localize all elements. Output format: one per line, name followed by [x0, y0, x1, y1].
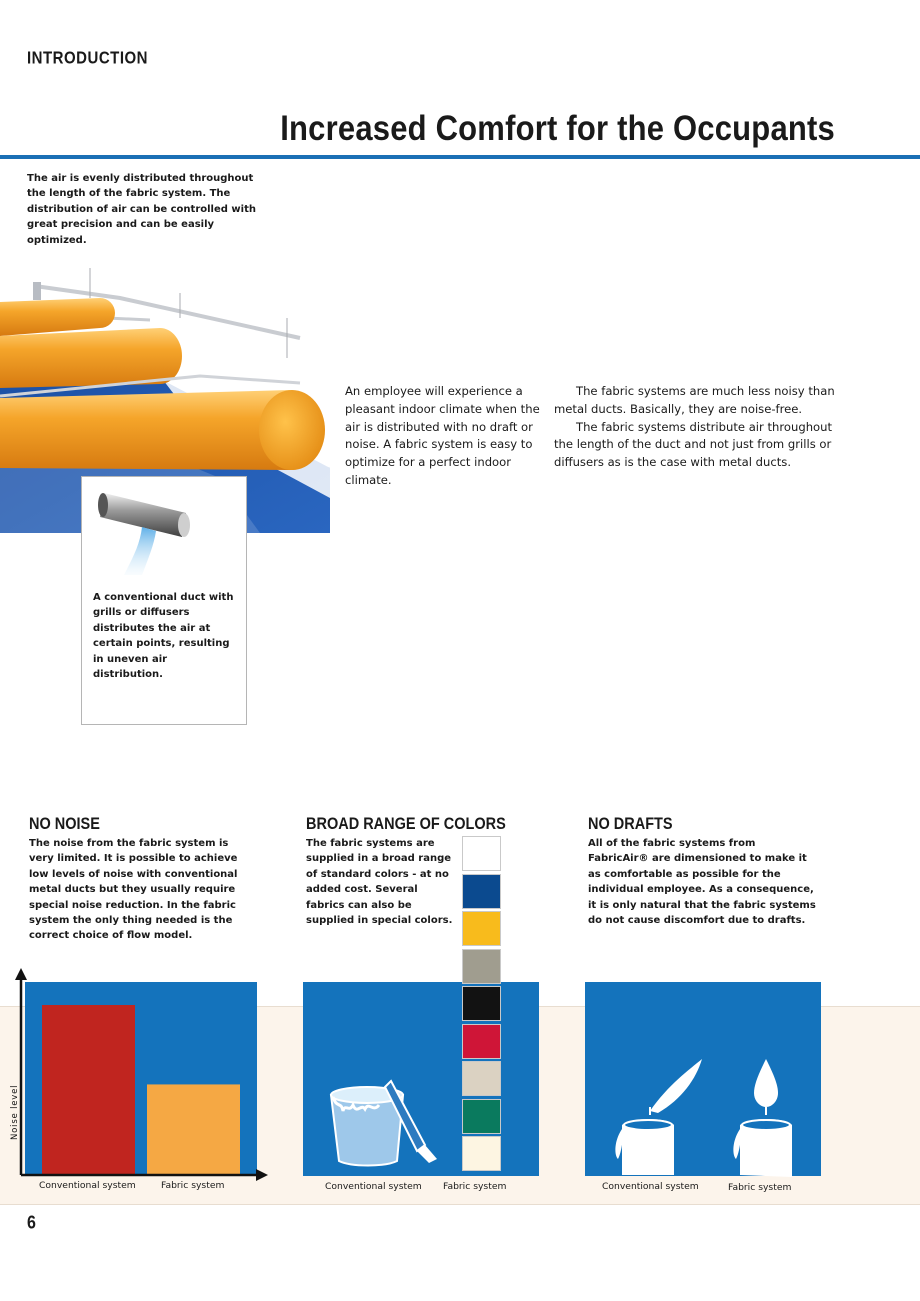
metal-duct-icon	[96, 487, 196, 579]
feature-text-drafts: All of the fabric systems from FabricAir® are dimensioned to make it as comfortable as possible for the individual employee. As a consequence, it is only natural that the fabric systems do not cause discomfort due to drafts.	[588, 838, 816, 927]
color-swatch	[462, 874, 501, 909]
color-swatch	[462, 1061, 501, 1096]
feature-heading-drafts: NO DRAFTS	[588, 815, 673, 834]
feature-text-colors: The fabric systems are supplied in a broad range of standard colors - at no added cost. Several fabrics can also be supplied in special colors.	[306, 838, 453, 927]
colors-caption-conventional: Conventional system	[325, 1181, 422, 1192]
color-swatch	[462, 1024, 501, 1059]
x-axis-arrow-icon	[256, 1169, 268, 1181]
feature-text-noise: The noise from the fabric system is very limited. It is possible to achieve low levels of noise with conventional metal ducts but they usually require special noise reduction. In the fabric system the only thing needed is the correct choice of flow model.	[29, 838, 238, 942]
noise-bar-fabric	[147, 1084, 240, 1174]
color-swatch	[462, 986, 501, 1021]
noise-bar-conventional	[42, 1005, 135, 1174]
title-rule	[0, 155, 920, 159]
paint-bucket-icon	[325, 1075, 440, 1170]
noise-chart	[0, 965, 280, 1185]
body-paragraph: The fabric systems are much less noisy than metal ducts. Basically, they are noise-free.	[554, 384, 835, 416]
candle-flicker-icon	[610, 1055, 710, 1180]
intro-paragraph: The air is evenly distributed throughout the length of the fabric system. The distribution of air can be controlled with great precision and can be easily optimized.	[27, 173, 256, 246]
duct-caption: A conventional duct with grills or diffusers distributes the air at certain points, resulting in uneven air distribution.	[93, 592, 234, 681]
drafts-caption-conventional: Conventional system	[602, 1181, 699, 1192]
feature-heading-colors: BROAD RANGE OF COLORS	[306, 815, 506, 834]
body-column-2	[554, 383, 854, 472]
page-number: 6	[27, 1213, 36, 1234]
color-swatch	[462, 1136, 501, 1171]
y-axis-arrow-icon	[15, 968, 27, 980]
body-paragraph: The fabric systems distribute air throughout the length of the duct and not just from grills or diffusers as is the case with metal ducts.	[554, 419, 833, 470]
color-swatch	[462, 836, 501, 871]
feature-heading-noise: NO NOISE	[29, 815, 100, 834]
color-swatch	[462, 949, 501, 984]
drafts-caption-fabric: Fabric system	[728, 1182, 792, 1193]
page-title: Increased Comfort for the Occupants	[280, 108, 835, 149]
y-axis-label: Noise level	[10, 1084, 20, 1140]
conventional-duct-box	[81, 476, 247, 725]
body-column-1	[345, 383, 540, 490]
colors-caption-fabric: Fabric system	[443, 1181, 507, 1192]
color-swatch	[462, 911, 501, 946]
body-paragraph: An employee will experience a pleasant indoor climate when the air is distributed with no draft or noise. A fabric system is easy to optimize for a perfect indoor climate.	[345, 384, 540, 487]
candle-steady-icon	[720, 1055, 810, 1180]
color-swatch	[462, 1099, 501, 1134]
section-label: INTRODUCTION	[27, 48, 148, 69]
tick-label-fabric: Fabric system	[161, 1180, 225, 1191]
tick-label-conventional: Conventional system	[39, 1180, 136, 1191]
